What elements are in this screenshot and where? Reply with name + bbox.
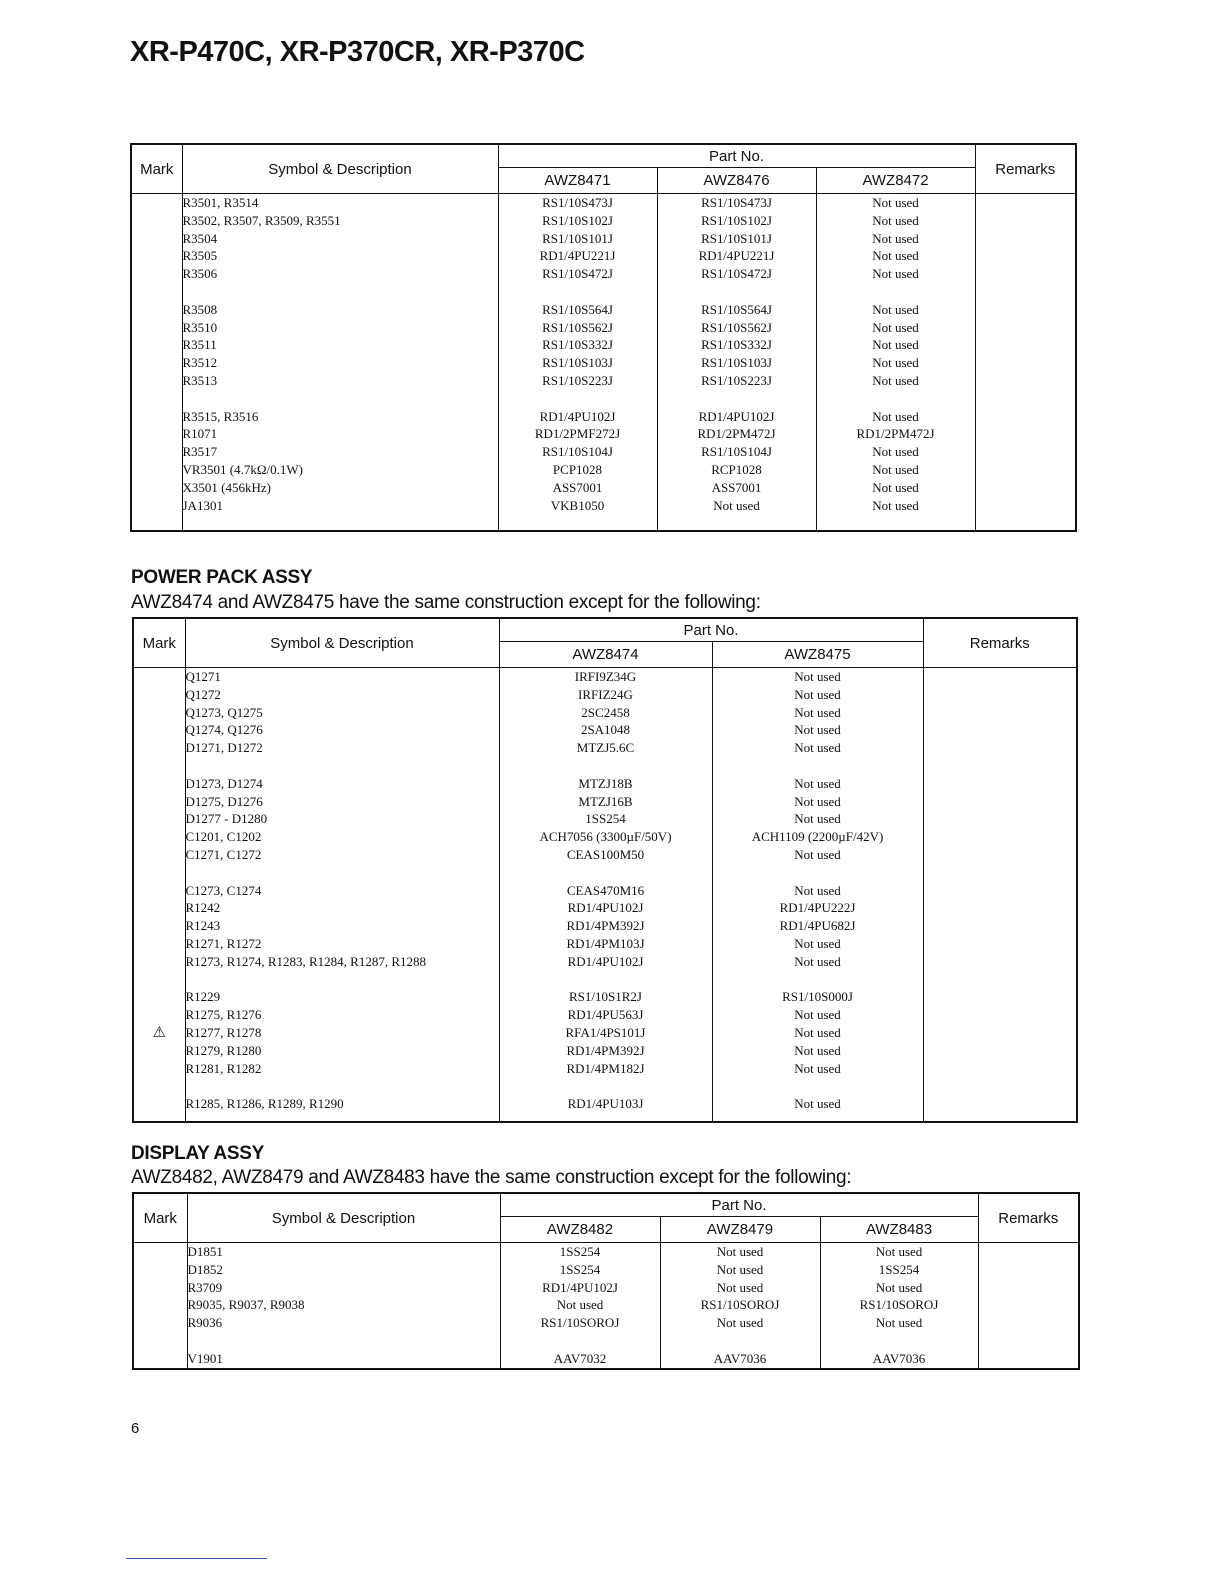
part-column bbox=[816, 194, 975, 531]
part-no-cell: Not used bbox=[794, 882, 841, 898]
part-no-cell: RD1/2PM472J bbox=[697, 426, 776, 442]
part-no-cell: RD1/2PMF272J bbox=[534, 426, 621, 442]
remarks-header: Remarks bbox=[978, 1193, 1079, 1243]
part-no-cell: Not used bbox=[794, 846, 841, 862]
symbol-cell: V1901 bbox=[187, 1350, 223, 1366]
part-no-header: Part No. bbox=[498, 144, 975, 168]
mark-cell bbox=[134, 704, 185, 722]
symbol-cell: Q1272 bbox=[185, 686, 221, 702]
part-no-cell: VKB1050 bbox=[550, 497, 605, 513]
group-gap bbox=[500, 971, 712, 989]
group-gap bbox=[500, 864, 712, 882]
part-no-cell: RS1/10S472J bbox=[701, 266, 772, 282]
part-no-cell: Not used bbox=[794, 775, 841, 791]
mark-cell bbox=[134, 721, 185, 739]
part-no-cell: RS1/10SOROJ bbox=[540, 1315, 620, 1331]
part-no-cell: ACH1109 (2200µF/42V) bbox=[751, 829, 884, 845]
part-no-cell: Not used bbox=[872, 212, 919, 228]
part-no-cell: Not used bbox=[716, 1261, 764, 1277]
part-no-cell: RS1/10S102J bbox=[701, 212, 772, 228]
group-gap bbox=[658, 390, 816, 408]
symbol-cell: R9036 bbox=[187, 1315, 223, 1331]
model-header: AWZ8474 bbox=[499, 642, 712, 668]
symbol-header: Symbol & Description bbox=[187, 1193, 500, 1243]
mark-column bbox=[131, 194, 182, 531]
mark-cell bbox=[134, 686, 185, 704]
part-no-cell: Not used bbox=[872, 266, 919, 282]
symbol-cell: R1281, R1282 bbox=[185, 1060, 262, 1076]
symbol-cell: R1071 bbox=[182, 426, 218, 442]
symbol-cell: R3505 bbox=[182, 248, 218, 264]
part-no-cell: CEAS470M16 bbox=[566, 882, 645, 898]
part-no-cell: RD1/4PM392J bbox=[566, 918, 645, 934]
group-gap bbox=[186, 864, 499, 882]
part-no-cell: RD1/4PU102J bbox=[698, 408, 775, 424]
symbol-cell: R1285, R1286, R1289, R1290 bbox=[185, 1096, 344, 1112]
power-pack-heading: POWER PACK ASSY bbox=[131, 567, 313, 588]
part-no-cell: AAV7032 bbox=[553, 1350, 607, 1366]
part-no-cell: Not used bbox=[794, 722, 841, 738]
part-no-cell: Not used bbox=[794, 935, 841, 951]
group-gap bbox=[186, 1077, 499, 1095]
page-number: 6 bbox=[131, 1420, 140, 1437]
part-no-cell: RS1/10S102J bbox=[542, 212, 613, 228]
part-no-cell: RD1/4PU221J bbox=[539, 248, 616, 264]
part-no-cell: Not used bbox=[872, 372, 919, 388]
part-column bbox=[498, 194, 657, 531]
part-no-cell: RS1/10S332J bbox=[542, 337, 613, 353]
part-no-cell: Not used bbox=[872, 301, 919, 317]
symbol-cell: R3515, R3516 bbox=[182, 408, 259, 424]
part-no-cell: RFA1/4PS101J bbox=[565, 1024, 646, 1040]
part-no-cell: 2SA1048 bbox=[580, 722, 631, 738]
part-no-cell: RS1/10S562J bbox=[542, 319, 613, 335]
part-no-cell: Not used bbox=[872, 479, 919, 495]
part-no-cell: RS1/10S473J bbox=[701, 195, 772, 210]
part-no-cell: MTZJ16B bbox=[578, 793, 633, 809]
model-header: AWZ8482 bbox=[500, 1217, 660, 1243]
part-no-cell: Not used bbox=[872, 444, 919, 460]
mark-cell bbox=[134, 899, 185, 917]
part-no-cell: RS1/10S104J bbox=[542, 444, 613, 460]
part-no-cell: RD1/4PM182J bbox=[566, 1060, 645, 1076]
symbol-column bbox=[187, 1243, 500, 1369]
part-no-header: Part No. bbox=[499, 618, 923, 642]
symbol-cell: R1242 bbox=[185, 900, 221, 916]
symbol-cell: Q1274, Q1276 bbox=[185, 722, 263, 738]
part-column bbox=[712, 668, 923, 1122]
power-pack-subheading: AWZ8474 and AWZ8475 have the same construction except for the following: bbox=[131, 592, 761, 613]
mark-cell bbox=[134, 828, 185, 846]
mark-cell bbox=[134, 1060, 185, 1078]
part-column bbox=[660, 1243, 820, 1369]
part-no-cell: RS1/10SOROJ bbox=[859, 1297, 939, 1313]
symbol-cell: Q1271 bbox=[185, 669, 221, 684]
symbol-cell: R3508 bbox=[182, 301, 218, 317]
part-no-cell: RS1/10S223J bbox=[701, 372, 772, 388]
group-gap bbox=[713, 1077, 923, 1095]
part-no-cell: Not used bbox=[875, 1244, 923, 1259]
part-no-cell: RS1/10S564J bbox=[542, 301, 613, 317]
part-no-cell: RD1/4PU222J bbox=[779, 900, 856, 916]
symbol-column bbox=[182, 194, 498, 531]
part-no-cell: Not used bbox=[872, 230, 919, 246]
part-no-cell: Not used bbox=[794, 740, 841, 756]
part-no-cell: Not used bbox=[794, 669, 841, 684]
part-no-cell: Not used bbox=[716, 1244, 764, 1259]
part-no-cell: Not used bbox=[794, 1024, 841, 1040]
mark-cell bbox=[134, 988, 185, 1006]
symbol-cell: R1271, R1272 bbox=[185, 935, 262, 951]
mark-cell bbox=[134, 775, 185, 793]
symbol-cell: R3506 bbox=[182, 266, 218, 282]
mark-cell bbox=[134, 882, 185, 900]
parts-table-power-pack bbox=[132, 617, 1078, 1123]
part-no-cell: Not used bbox=[716, 1279, 764, 1295]
part-column bbox=[820, 1243, 978, 1369]
part-no-cell: Not used bbox=[794, 811, 841, 827]
symbol-cell: R3512 bbox=[182, 355, 218, 371]
part-no-cell: RD1/4PU221J bbox=[698, 248, 775, 264]
part-no-cell: 1SS254 bbox=[585, 811, 626, 827]
group-gap bbox=[186, 757, 499, 775]
mark-cell bbox=[134, 1042, 185, 1060]
group-gap bbox=[658, 283, 816, 301]
part-no-cell: RS1/10S332J bbox=[701, 337, 772, 353]
model-header: AWZ8472 bbox=[816, 168, 975, 194]
symbol-column bbox=[185, 668, 499, 1122]
mark-cell bbox=[134, 668, 185, 686]
part-no-cell: RD1/4PU102J bbox=[567, 953, 644, 969]
symbol-cell: R3502, R3507, R3509, R3551 bbox=[182, 212, 341, 228]
part-no-cell: RS1/10S473J bbox=[542, 195, 613, 210]
part-no-cell: Not used bbox=[794, 953, 841, 969]
mark-header: Mark bbox=[133, 618, 185, 668]
part-no-cell: Not used bbox=[794, 1096, 841, 1112]
group-gap bbox=[713, 864, 923, 882]
part-no-cell: Not used bbox=[716, 1315, 764, 1331]
part-no-cell: Not used bbox=[872, 337, 919, 353]
remarks-column bbox=[975, 194, 1076, 531]
part-no-cell: RS1/10S101J bbox=[701, 230, 772, 246]
symbol-cell: D1277 - D1280 bbox=[185, 811, 268, 827]
part-no-cell: RD1/4PM392J bbox=[566, 1042, 645, 1058]
part-no-cell: ACH7056 (3300µF/50V) bbox=[539, 829, 672, 845]
group-gap bbox=[501, 1332, 660, 1350]
mark-cell bbox=[134, 793, 185, 811]
group-gap bbox=[713, 971, 923, 989]
part-no-cell: RD1/4PU102J bbox=[567, 900, 644, 916]
group-gap bbox=[134, 864, 185, 882]
remarks-header: Remarks bbox=[975, 144, 1076, 194]
part-no-cell: ASS7001 bbox=[552, 479, 603, 495]
mark-cell bbox=[134, 810, 185, 828]
part-no-cell: 2SC2458 bbox=[581, 704, 630, 720]
symbol-cell: R1279, R1280 bbox=[185, 1042, 262, 1058]
symbol-cell: R1273, R1274, R1283, R1284, R1287, R1288 bbox=[185, 953, 427, 969]
remarks-column bbox=[923, 668, 1077, 1122]
symbol-cell: R1229 bbox=[185, 989, 221, 1005]
part-no-cell: Not used bbox=[794, 1042, 841, 1058]
parts-table-display bbox=[132, 1192, 1080, 1370]
part-no-cell: RCP1028 bbox=[711, 461, 762, 477]
symbol-cell: D1851 bbox=[187, 1244, 223, 1259]
group-gap bbox=[183, 390, 498, 408]
symbol-cell: R9035, R9037, R9038 bbox=[187, 1297, 305, 1313]
part-column bbox=[500, 1243, 660, 1369]
mark-column bbox=[133, 1243, 187, 1369]
part-no-cell: RD1/4PM103J bbox=[566, 935, 645, 951]
part-no-cell: 1SS254 bbox=[559, 1261, 601, 1277]
part-no-cell: IRFIZ24G bbox=[578, 686, 633, 702]
group-gap bbox=[186, 971, 499, 989]
part-no-cell: Not used bbox=[872, 195, 919, 210]
part-no-cell: RS1/10S223J bbox=[542, 372, 613, 388]
warning-icon: ⚠ bbox=[152, 1022, 166, 1041]
mark-cell bbox=[134, 935, 185, 953]
part-no-cell: Not used bbox=[872, 461, 919, 477]
part-no-cell: Not used bbox=[872, 408, 919, 424]
part-no-cell: Not used bbox=[556, 1297, 604, 1313]
part-no-cell: Not used bbox=[794, 1007, 841, 1023]
part-no-cell: RS1/10S1R2J bbox=[569, 989, 642, 1005]
part-no-cell: IRFI9Z34G bbox=[574, 669, 637, 684]
part-no-cell: RD1/4PU102J bbox=[542, 1279, 618, 1295]
symbol-cell: D1852 bbox=[187, 1261, 223, 1277]
part-no-cell: RS1/10S472J bbox=[542, 266, 613, 282]
symbol-cell: D1271, D1272 bbox=[185, 740, 263, 756]
part-no-cell: Not used bbox=[875, 1315, 923, 1331]
group-gap bbox=[134, 971, 185, 989]
symbol-cell: R3511 bbox=[182, 337, 217, 353]
part-no-cell: 1SS254 bbox=[878, 1261, 920, 1277]
symbol-header: Symbol & Description bbox=[185, 618, 499, 668]
model-header: AWZ8479 bbox=[660, 1217, 820, 1243]
mark-header: Mark bbox=[133, 1193, 187, 1243]
part-no-cell: RD1/4PU102J bbox=[539, 408, 616, 424]
mark-cell bbox=[134, 846, 185, 864]
part-no-cell: RS1/10S103J bbox=[542, 355, 613, 371]
model-header: AWZ8476 bbox=[657, 168, 816, 194]
remarks-header: Remarks bbox=[923, 618, 1077, 668]
symbol-cell: R1277, R1278 bbox=[185, 1024, 262, 1040]
mark-cell bbox=[134, 1006, 185, 1024]
part-no-cell: Not used bbox=[872, 319, 919, 335]
part-no-cell: MTZJ18B bbox=[578, 775, 633, 791]
symbol-cell: R3504 bbox=[182, 230, 218, 246]
symbol-cell: R3517 bbox=[182, 444, 218, 460]
symbol-cell: VR3501 (4.7kΩ/0.1W) bbox=[182, 461, 304, 477]
symbol-cell: D1275, D1276 bbox=[185, 793, 263, 809]
part-no-cell: RS1/10S103J bbox=[701, 355, 772, 371]
parts-table-main bbox=[130, 143, 1077, 532]
symbol-cell: JA1301 bbox=[182, 497, 223, 513]
mark-header: Mark bbox=[131, 144, 182, 194]
part-no-cell: 1SS254 bbox=[559, 1244, 601, 1259]
symbol-cell: R3709 bbox=[187, 1279, 223, 1295]
group-gap bbox=[499, 283, 657, 301]
part-no-cell: RS1/10S000J bbox=[782, 989, 853, 1005]
symbol-cell: C1201, C1202 bbox=[185, 829, 262, 845]
part-no-cell: Not used bbox=[794, 686, 841, 702]
group-gap bbox=[134, 1077, 185, 1095]
group-gap bbox=[661, 1332, 820, 1350]
group-gap bbox=[817, 283, 975, 301]
group-gap bbox=[500, 1077, 712, 1095]
group-gap bbox=[134, 757, 185, 775]
symbol-cell: R3513 bbox=[182, 372, 218, 388]
group-gap bbox=[188, 1332, 500, 1350]
document-title: XR-P470C, XR-P370CR, XR-P370C bbox=[130, 36, 585, 68]
part-no-cell: Not used bbox=[794, 1060, 841, 1076]
part-column bbox=[499, 668, 712, 1122]
group-gap bbox=[183, 283, 498, 301]
part-no-cell: Not used bbox=[872, 248, 919, 264]
part-no-cell: AAV7036 bbox=[713, 1350, 767, 1366]
mark-column bbox=[133, 668, 185, 1122]
part-no-cell: RD1/2PM472J bbox=[856, 426, 935, 442]
part-no-cell: RS1/10S562J bbox=[701, 319, 772, 335]
model-header: AWZ8475 bbox=[712, 642, 923, 668]
part-no-cell: RD1/4PU682J bbox=[779, 918, 856, 934]
part-no-cell: RS1/10S564J bbox=[701, 301, 772, 317]
symbol-cell: R1275, R1276 bbox=[185, 1007, 262, 1023]
symbol-cell: X3501 (456kHz) bbox=[182, 479, 271, 495]
group-gap bbox=[499, 390, 657, 408]
display-subheading: AWZ8482, AWZ8479 and AWZ8483 have the same construction except for the following: bbox=[131, 1167, 852, 1188]
part-no-cell: RS1/10S101J bbox=[542, 230, 613, 246]
model-header: AWZ8483 bbox=[820, 1217, 978, 1243]
part-column bbox=[657, 194, 816, 531]
mark-cell bbox=[134, 953, 185, 971]
symbol-cell: D1273, D1274 bbox=[185, 775, 263, 791]
part-no-header: Part No. bbox=[500, 1193, 978, 1217]
mark-cell bbox=[134, 1095, 185, 1113]
mark-cell bbox=[134, 917, 185, 935]
remarks-column bbox=[978, 1243, 1079, 1369]
part-no-cell: CEAS100M50 bbox=[566, 846, 645, 862]
part-no-cell: Not used bbox=[872, 355, 919, 371]
group-gap bbox=[817, 390, 975, 408]
display-heading: DISPLAY ASSY bbox=[131, 1143, 264, 1164]
part-no-cell: Not used bbox=[872, 497, 919, 513]
group-gap bbox=[713, 757, 923, 775]
symbol-cell: C1273, C1274 bbox=[185, 882, 262, 898]
part-no-cell: MTZJ5.6C bbox=[576, 740, 635, 756]
part-no-cell: AAV7036 bbox=[872, 1350, 926, 1366]
group-gap bbox=[500, 757, 712, 775]
mark-cell bbox=[134, 739, 185, 757]
symbol-cell: R3501, R3514 bbox=[182, 195, 259, 210]
footer-rule bbox=[126, 1558, 267, 1559]
symbol-cell: C1271, C1272 bbox=[185, 846, 262, 862]
part-no-cell: Not used bbox=[794, 793, 841, 809]
group-gap bbox=[821, 1332, 978, 1350]
part-no-cell: RS1/10S104J bbox=[701, 444, 772, 460]
part-no-cell: RS1/10SOROJ bbox=[700, 1297, 780, 1313]
part-no-cell: Not used bbox=[794, 704, 841, 720]
model-header: AWZ8471 bbox=[498, 168, 657, 194]
part-no-cell: RD1/4PU103J bbox=[567, 1096, 644, 1112]
part-no-cell: ASS7001 bbox=[711, 479, 762, 495]
symbol-header: Symbol & Description bbox=[182, 144, 498, 194]
part-no-cell: PCP1028 bbox=[552, 461, 603, 477]
part-no-cell: Not used bbox=[875, 1279, 923, 1295]
symbol-cell: Q1273, Q1275 bbox=[185, 704, 263, 720]
part-no-cell: Not used bbox=[713, 497, 760, 513]
symbol-cell: R3510 bbox=[182, 319, 218, 335]
symbol-cell: R1243 bbox=[185, 918, 221, 934]
part-no-cell: RD1/4PU563J bbox=[567, 1007, 644, 1023]
